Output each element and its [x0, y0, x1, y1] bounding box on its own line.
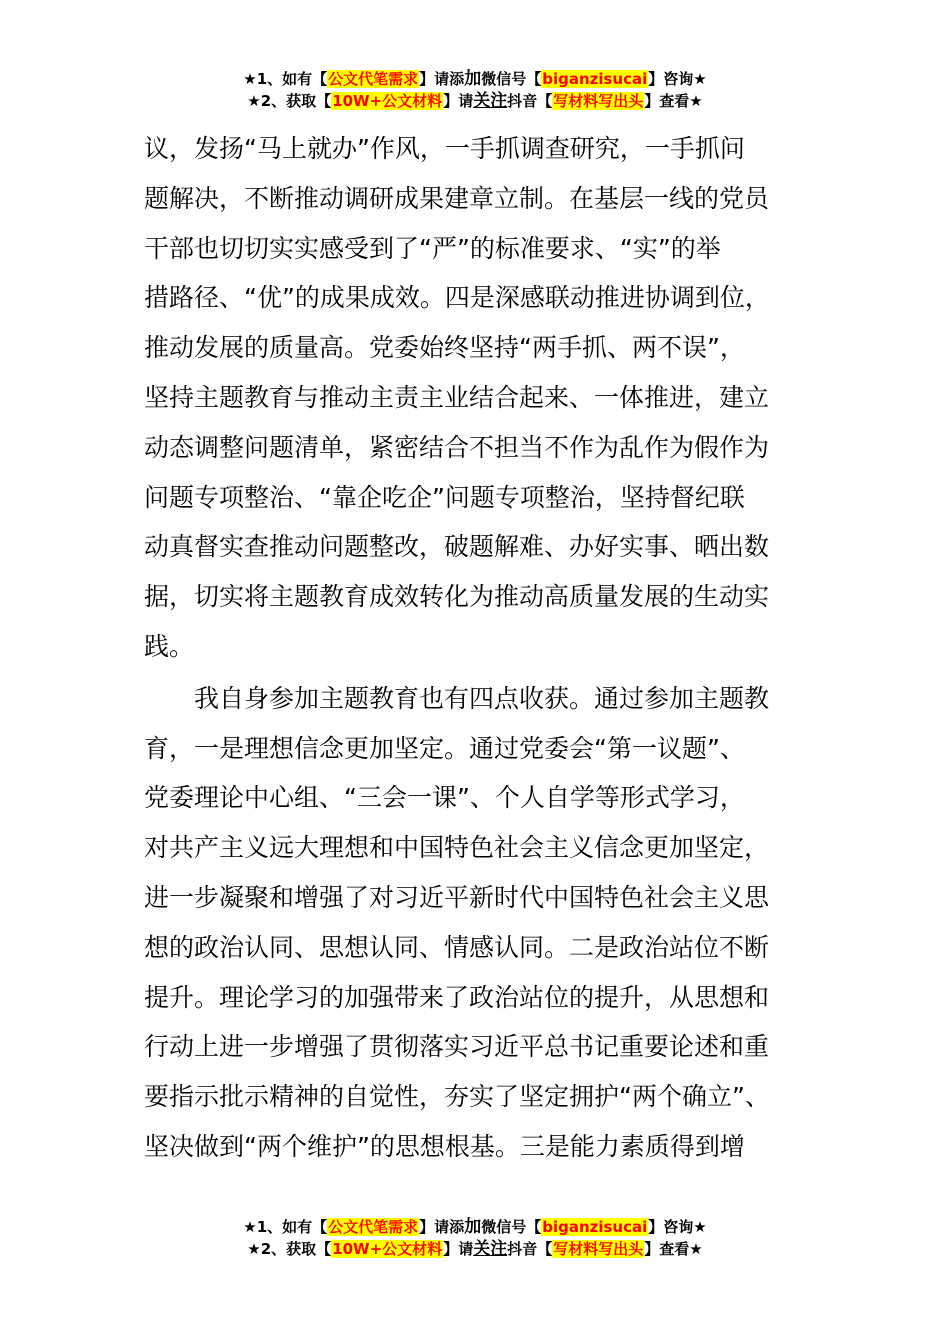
banner-text: 】请添 [419, 70, 465, 88]
banner-text: 微信号【 [481, 70, 542, 88]
banner-text: ★1、如有【 [243, 70, 328, 88]
text-line: 提升。理论学习的加强带来了政治站位的提升，从思想和 [144, 982, 770, 1012]
paragraph-first-line: 我自身参加主题教育也有四点收获。通过参加主题教 [194, 683, 770, 713]
text-line: 动态调整问题清单，紧密结合不担当不作为乱作为假作为 [144, 432, 770, 462]
banner-text: 】请 [443, 1240, 474, 1258]
banner-line-2 [0, 1238, 950, 1260]
banner-text: ★2、获取【 [247, 92, 332, 110]
banner-text: 】请 [443, 92, 474, 110]
text-line: 问题专项整治、“靠企吃企”问题专项整治，坚持督纪联 [144, 482, 745, 512]
banner-text: 】咨询★ [648, 70, 707, 88]
text-line: 坚决做到“两个维护”的思想根基。三是能力素质得到增 [144, 1131, 745, 1161]
footer-banner [0, 1216, 950, 1260]
text-line: 要指示批示精神的自觉性，夯实了坚定拥护“两个确立”、 [144, 1082, 770, 1112]
banner-text-emphasis: 关注 [473, 1239, 508, 1259]
text-line: 推动发展的质量高。党委始终坚持“两手抓、两不误”， [144, 333, 745, 363]
text-line: 党委理论中心组、“三会一课”、个人自学等形式学习， [144, 783, 745, 813]
text-line: 议，发扬“马上就办”作风，一手抓调查研究，一手抓问 [144, 134, 745, 163]
banner-text-emphasis: 加 [464, 69, 482, 89]
banner-line-1 [0, 1216, 950, 1238]
banner-highlight-service: 公文代笔需求 [328, 1218, 419, 1236]
text-line: 干部也切切实实感受到了“严”的标准要求、“实”的举 [144, 233, 721, 263]
text-line: 践。 [144, 631, 195, 661]
banner-text: 】请添 [419, 1218, 465, 1236]
text-line: 据，切实将主题教育成效转化为推动高质量发展的生动实 [144, 582, 770, 612]
text-line: 题解决，不断推动调研成果建章立制。在基层一线的党员 [144, 183, 770, 213]
banner-text: ★2、获取【 [247, 1240, 332, 1258]
banner-text: 】咨询★ [648, 1218, 707, 1236]
banner-line-1 [0, 68, 950, 90]
banner-highlight-wechat-id: biganzisucai [542, 70, 648, 88]
banner-highlight-materials: 10W+公文材料 [332, 1240, 443, 1258]
banner-line-2 [0, 90, 950, 112]
banner-highlight-wechat-id: biganzisucai [542, 1218, 648, 1236]
banner-text: 】查看★ [644, 1240, 703, 1258]
text-line: 行动上进一步增强了贯彻落实习近平总书记重要论述和重 [144, 1032, 770, 1062]
banner-highlight-service: 公文代笔需求 [328, 70, 419, 88]
text-line: 育，一是理想信念更加坚定。通过党委会“第一议题”、 [144, 733, 745, 763]
banner-text: 微信号【 [481, 1218, 542, 1236]
banner-highlight-douyin: 写材料写出头 [553, 92, 644, 110]
text-line: 坚持主题教育与推动主责主业结合起来、一体推进，建立 [144, 382, 770, 412]
text-line: 进一步凝聚和增强了对习近平新时代中国特色社会主义思 [144, 882, 770, 912]
banner-highlight-materials: 10W+公文材料 [332, 92, 443, 110]
text-line: 想的政治认同、思想认同、情感认同。二是政治站位不断 [144, 932, 770, 962]
banner-highlight-douyin: 写材料写出头 [553, 1240, 644, 1258]
banner-text: 】查看★ [644, 92, 703, 110]
banner-text: 抖音【 [507, 1240, 553, 1258]
banner-text-emphasis: 关注 [473, 91, 508, 111]
document-body [144, 124, 806, 1172]
banner-text: ★1、如有【 [243, 1218, 328, 1236]
text-line: 措路径、“优”的成果成效。四是深感联动推进协调到位， [144, 283, 770, 313]
banner-text: 抖音【 [507, 92, 553, 110]
text-line: 对共产主义远大理想和中国特色社会主义信念更加坚定， [144, 833, 770, 863]
banner-text-emphasis: 加 [464, 1217, 482, 1237]
header-banner [0, 68, 950, 112]
text-line: 动真督实查推动问题整改，破题解难、办好实事、晒出数 [144, 532, 770, 562]
